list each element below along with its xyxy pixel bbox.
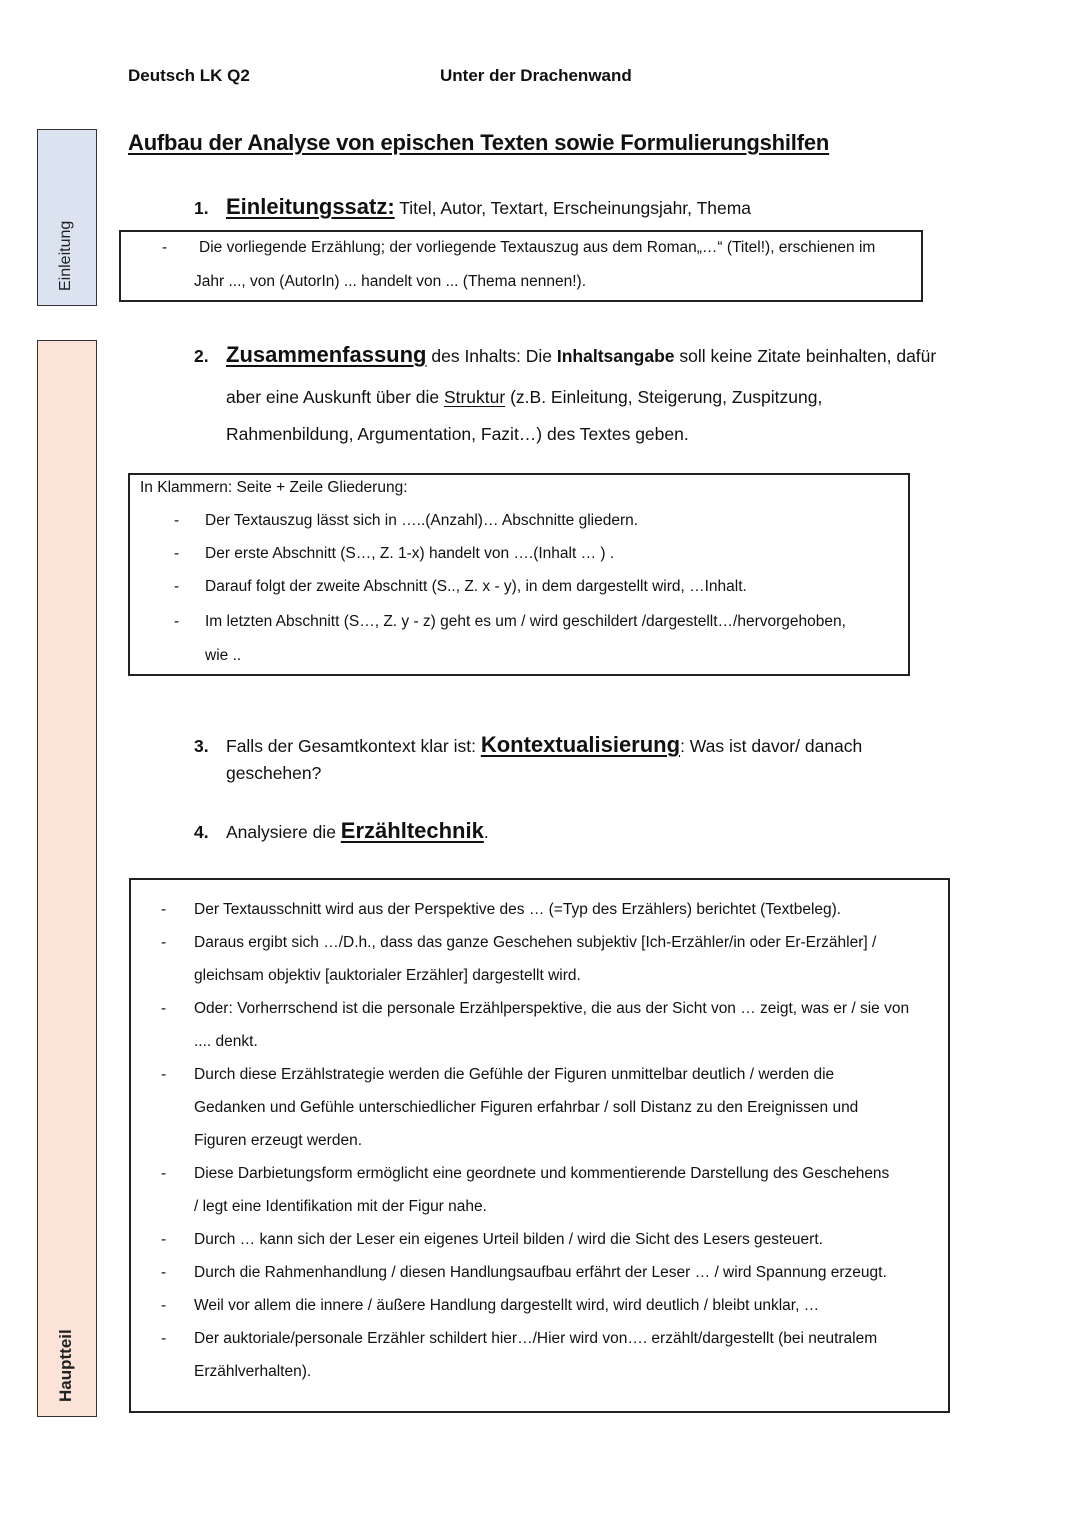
bullet: - [161,901,167,918]
step-3-heading [194,734,862,756]
bullet: - [161,934,167,951]
step-number: 3. [194,736,209,756]
bullet: - [161,1000,167,1017]
box-line: Weil vor allem die innere / äußere Handlung dargestellt wird, wird deutlich / bleibt unklar, … [194,1297,820,1314]
step-keyword: Kontextualisierung [480,732,681,757]
step-text: aber eine Auskunft über die [226,387,444,407]
bullet: - [174,512,180,529]
step-1-heading [194,196,751,218]
step-text: Analysiere die [226,822,341,842]
box-line: Darauf folgt der zweite Abschnitt (S.., Z. x - y), in dem dargestellt wird, …Inhalt. [205,578,747,595]
step-2-heading [194,344,936,366]
course-label: Deutsch LK Q2 [128,66,250,85]
box-line: Gedanken und Gefühle unterschiedlicher Figuren erfahrbar / soll Distanz zu den Ereignissen und [194,1099,859,1116]
page-title: Aufbau der Analyse von epischen Texten sowie Formulierungshilfen [128,130,830,155]
box-line: .... denkt. [194,1033,258,1050]
step-2-line-3: Rahmenbildung, Argumentation, Fazit…) des Textes geben. [226,424,689,444]
step-2-box [128,473,910,676]
bullet: - [161,1330,167,1347]
step-text: soll keine Zitate beinhalten, dafür [674,346,937,366]
box-line: Der erste Abschnitt (S…, Z. 1-x) handelt von ….(Inhalt … ) . [205,545,615,562]
step-3-line-2: geschehen? [226,763,322,783]
step-text: Titel, Autor, Textart, Erscheinungsjahr, Thema [394,198,752,218]
step-text: Falls der Gesamtkontext klar ist: [226,736,481,756]
box-line: Erzählverhalten). [194,1363,312,1380]
step-4-heading [194,820,489,842]
step-text: . [483,822,489,842]
step-number: 1. [194,198,209,218]
step-bold-word: Inhaltsangabe [556,346,675,366]
bullet: - [162,239,168,256]
step-keyword: Zusammenfassung [226,342,427,367]
box-line: wie .. [205,647,242,664]
box-line: Jahr ..., von (AutorIn) ... handelt von ... (Thema nennen!). [194,273,587,290]
bullet: - [161,1297,167,1314]
step-keyword: Einleitungssatz: [226,194,395,219]
box-line: Durch … kann sich der Leser ein eigenes Urteil bilden / wird die Sicht des Lesers gesteuert. [194,1231,823,1248]
sidebar-hauptteil [37,340,97,1417]
sidebar-hauptteil-label: Hauptteil [56,1329,75,1402]
box-line: Der auktoriale/personale Erzähler schildert hier…/Hier wird von…. erzählt/dargestellt (bei neutralem [194,1330,878,1347]
bullet: - [174,578,180,595]
box-line: Oder: Vorherrschend ist die personale Erzählperspektive, die aus der Sicht von … zeigt, was er / sie von [194,1000,910,1017]
step-1-box [119,230,923,302]
bullet: - [174,545,180,562]
box-line: Der Textausschnitt wird aus der Perspektive des … (=Typ des Erzählers) berichtet (Textbeleg). [194,901,842,918]
box-line: Durch diese Erzählstrategie werden die Gefühle der Figuren unmittelbar deutlich / werden die [194,1066,835,1083]
box-line: Diese Darbietungsform ermöglicht eine geordnete und kommentierende Darstellung des Geschehens [194,1165,890,1182]
box-line: Daraus ergibt sich …/D.h., dass das ganze Geschehen subjektiv [Ich-Erzähler/in oder Er-Erzähler] / [194,934,877,951]
box-line: gleichsam objektiv [auktorialer Erzähler] dargestellt wird. [194,967,581,984]
step-number: 2. [194,346,209,366]
step-text: (z.B. Einleitung, Steigerung, Zuspitzung, [505,387,823,407]
sidebar-einleitung-label: Einleitung [57,220,74,291]
box-line: Der Textauszug lässt sich in …..(Anzahl)… Abschnitte gliedern. [205,512,639,529]
step-text: : Was ist davor/ danach [680,736,863,756]
bullet: - [161,1066,167,1083]
box-line: / legt eine Identifikation mit der Figur nahe. [194,1198,487,1215]
box-heading: In Klammern: Seite + Zeile Gliederung: [140,479,408,496]
box-line: Im letzten Abschnitt (S…, Z. y - z) geht es um / wird geschildert /dargestellt…/hervorgehoben, [205,613,846,630]
step-2-line-2 [226,389,822,407]
step-4-box [129,878,950,1413]
bullet: - [161,1264,167,1281]
step-text: des Inhalts: Die [426,346,557,366]
book-title: Unter der Drachenwand [440,66,632,85]
box-line: Durch die Rahmenhandlung / diesen Handlungsaufbau erfährt der Leser … / wird Spannung erzeugt. [194,1264,887,1281]
step-underlined-word: Struktur [443,387,506,407]
bullet: - [161,1231,167,1248]
bullet: - [174,613,180,630]
box-line: Die vorliegende Erzählung; der vorliegende Textauszug aus dem Roman„…“ (Titel!), erschienen im [199,239,876,256]
step-keyword: Erzähltechnik [340,818,484,843]
box-line: Figuren erzeugt werden. [194,1132,363,1149]
sidebar-einleitung [37,129,97,306]
step-number: 4. [194,822,209,842]
bullet: - [161,1165,167,1182]
